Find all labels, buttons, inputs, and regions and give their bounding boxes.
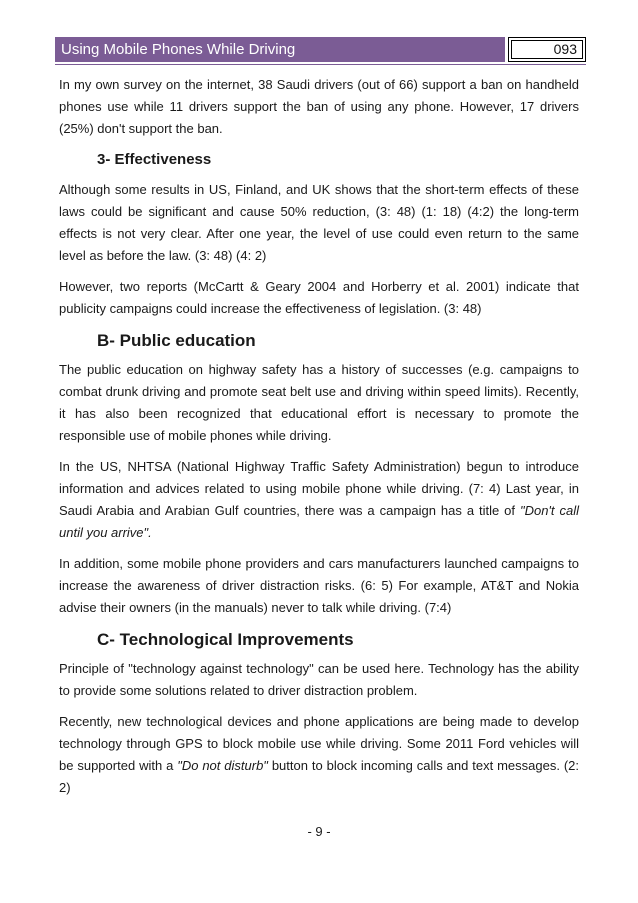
header-divider (55, 64, 586, 65)
page-footer-number: - 9 - (307, 824, 331, 839)
campaign-title-quote: "Don't call until you arrive". (59, 503, 579, 540)
paragraph-nhtsa (59, 456, 579, 544)
paragraph-technology-principle: Principle of "technology against technology" can be used here. Technology has the ability to provide some solutions related to driver distraction problem. (59, 661, 579, 698)
paragraph-providers: In addition, some mobile phone providers and cars manufacturers launched campaigns to increase the awareness of driver distraction risks. (6: 5) For example, AT&T and Nokia advise their owners (in the manuals) never to talk while driving. (7:4) (59, 556, 579, 615)
gps-text-end: button to block incoming calls and text messages. (2: 2) (59, 758, 580, 795)
document-body (59, 74, 579, 808)
header-page-number: 093 (508, 37, 586, 62)
paragraph-gps-blocking (59, 711, 579, 799)
do-not-disturb-quote: "Do not disturb" (177, 758, 268, 773)
paragraph-short-term-effects: Although some results in US, Finland, and UK shows that the short-term effects of these laws could be significant and cause 50% reduction, (3: 48) (1: 18) (4:2) the long-term effects is not very clear. After one year, the level of use could even return to the same level as before the law. (3: 48) (4: 2) (59, 182, 579, 263)
page-header (55, 37, 586, 62)
heading-public-education: B- Public education (97, 331, 256, 350)
nhtsa-text: In the US, NHTSA (National Highway Traffic Safety Administration) begun to introduce information and advices related to using mobile phone while driving. (7: 4) Last year, in Saudi Arabia and Arabian Gulf countries, there was a campaign has a title of (59, 459, 579, 518)
paragraph-highway-safety: The public education on highway safety has a history of successes (e.g. campaigns to combat drunk driving and promote seat belt use and driving within speed limits). Recently, it has also been recognized that educational effort is necessary to promote the responsible use of mobile phones while driving. (59, 362, 579, 443)
header-title: Using Mobile Phones While Driving (55, 37, 505, 62)
paragraph-survey: In my own survey on the internet, 38 Saudi drivers (out of 66) support a ban on handheld phones use while 11 drivers support the ban of using any phone. However, 17 drivers (25%) don't support the ban. (59, 77, 579, 136)
gps-text-start: Recently, new technological devices and phone applications are being made to develop technology through GPS to block mobile use while driving. Some 2011 Ford vehicles will be supported with a (59, 714, 579, 773)
heading-technological-improvements: C- Technological Improvements (97, 630, 354, 649)
paragraph-publicity-campaigns: However, two reports (McCartt & Geary 2004 and Horberry et al. 2001) indicate that publicity campaigns could increase the effectiveness of legislation. (3: 48) (59, 279, 579, 316)
heading-effectiveness: 3- Effectiveness (97, 151, 212, 168)
